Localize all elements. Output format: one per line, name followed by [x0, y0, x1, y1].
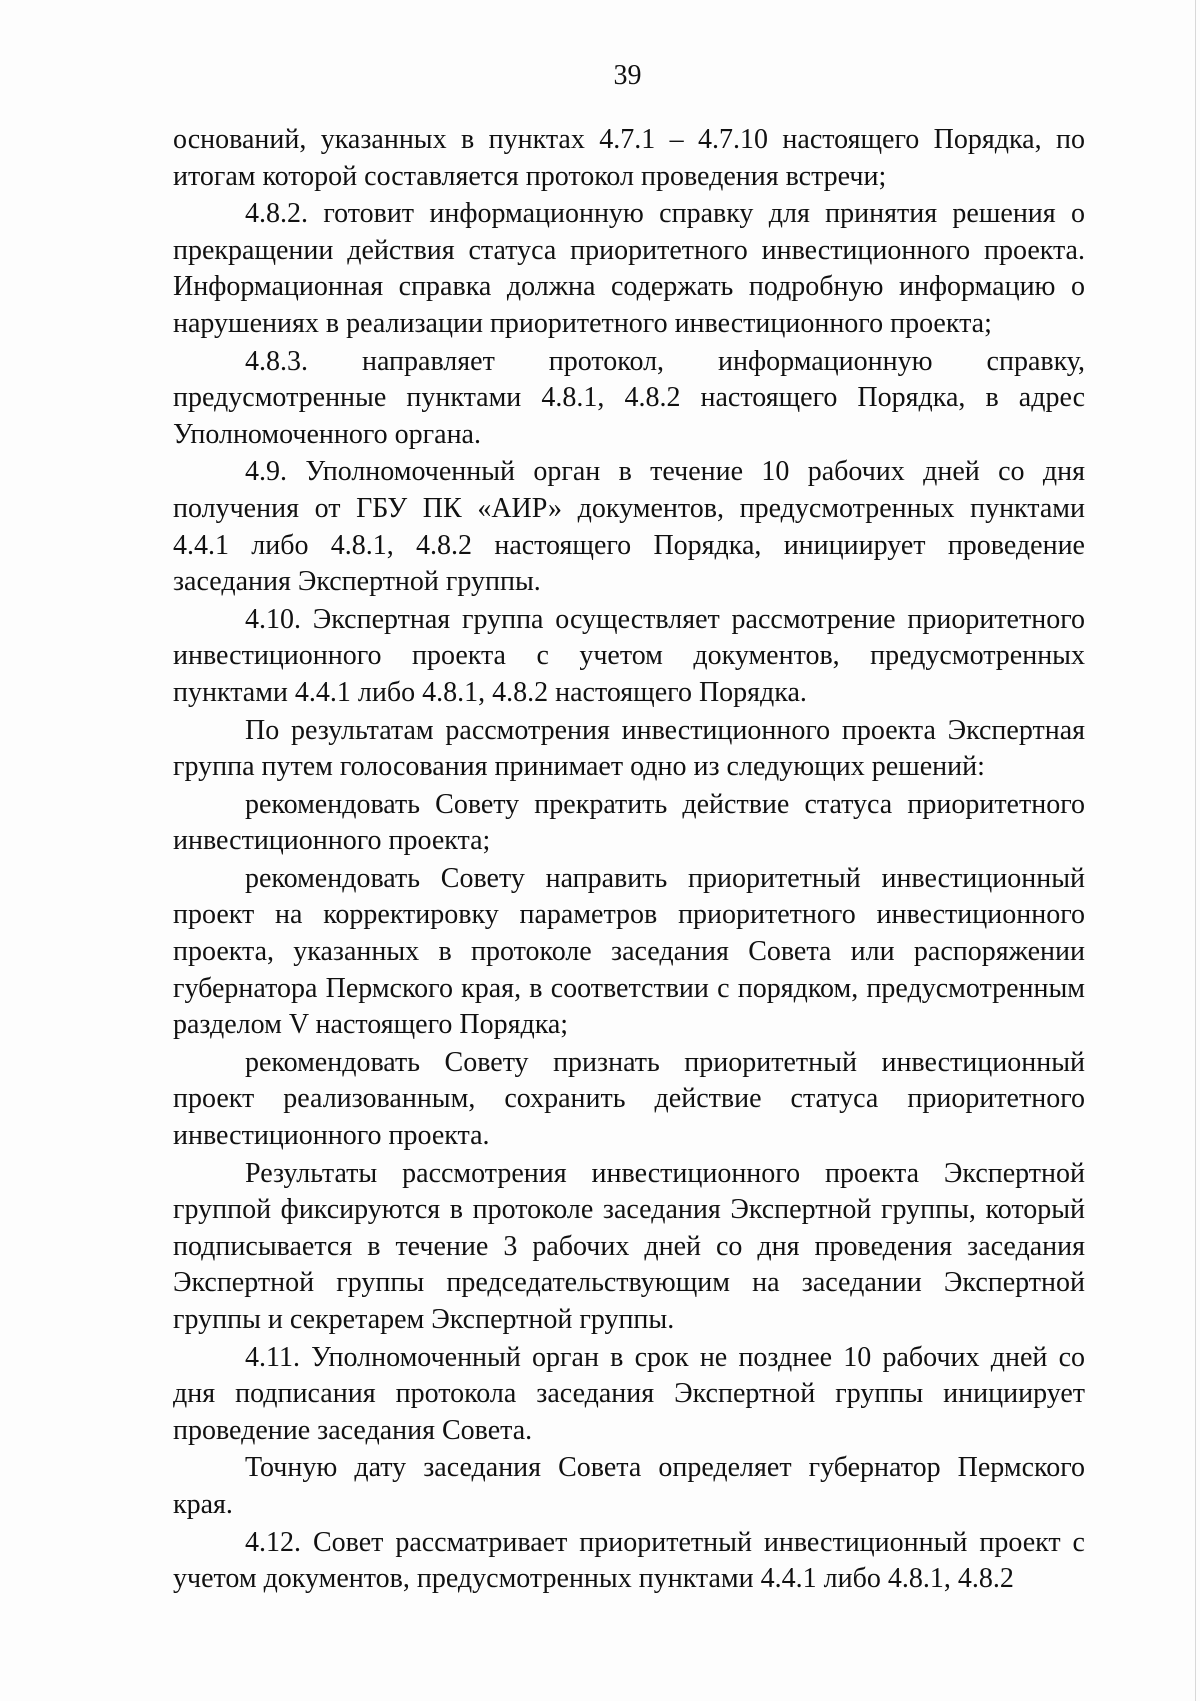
paragraph-4-12: 4.12. Совет рассматривает приоритетный инвестиционный проект с учетом документов, предусмотренных пунктами 4.4.1 либо 4.8.1, 4.8.2: [173, 1526, 1085, 1595]
paragraph-4-11: 4.11. Уполномоченный орган в срок не позднее 10 рабочих дней со дня подписания протокола заседания Экспертной группы инициирует проведение заседания Совета.: [173, 1341, 1085, 1446]
paragraph-4-8-2: 4.8.2. готовит информационную справку для принятия решения о прекращении действия статуса приоритетного инвестиционного проекта. Информационная справка должна содержать подробную информацию о нарушениях в реализации приоритетного инвестиционного проекта;: [173, 198, 1085, 339]
paragraph-option-terminate: рекомендовать Совету прекратить действие статуса приоритетного инвестиционного проекта;: [173, 788, 1085, 857]
paragraph-results-protocol: Результаты рассмотрения инвестиционного проекта Экспертной группой фиксируются в протоколе заседания Экспертной группы, который подписывается в течение 3 рабочих дней со дня проведения заседания Экспертной группы председательствующим на заседании Экспертной группы и секретарем Экспертной группы.: [173, 1157, 1085, 1335]
paragraph-4-8-3: 4.8.3. направляет протокол, информационную справку, предусмотренные пунктами 4.8.1, 4.8.2 настоящего Порядка, в адрес Уполномоченного органа.: [173, 345, 1085, 450]
paragraph-option-completed: рекомендовать Совету признать приоритетный инвестиционный проект реализованным, сохранить действие статуса приоритетного инвестиционного проекта.: [173, 1046, 1085, 1152]
page-number: 39: [613, 60, 642, 91]
paragraph-4-9: 4.9. Уполномоченный орган в течение 10 рабочих дней со дня получения от ГБУ ПК «АИР» документов, предусмотренных пунктами 4.4.1 либо 4.8.1, 4.8.2 настоящего Порядка, инициирует проведение заседания Экспертной группы.: [173, 456, 1085, 598]
paragraph-continuation: оснований, указанных в пунктах 4.7.1 – 4.7.10 настоящего Порядка, по итогам которой составляется протокол проведения встречи;: [173, 124, 1085, 192]
paragraph-4-10: 4.10. Экспертная группа осуществляет рассмотрение приоритетного инвестиционного проекта с учетом документов, предусмотренных пунктами 4.4.1 либо 4.8.1, 4.8.2 настоящего Порядка.: [173, 603, 1085, 708]
document-body: [173, 122, 1085, 1599]
page-edge-line: [1195, 0, 1196, 1701]
paragraph-review-results: По результатам рассмотрения инвестиционного проекта Экспертная группа путем голосования принимает одно из следующих решений:: [173, 714, 1085, 783]
paragraph-meeting-date: Точную дату заседания Совета определяет губернатор Пермского края.: [173, 1452, 1085, 1520]
paragraph-option-adjust: рекомендовать Совету направить приоритетный инвестиционный проект на корректировку параметров приоритетного инвестиционного проекта, указанных в протоколе заседания Совета или распоряжении губернатора Пермского края, в соответствии с порядком, предусмотренным разделом V настоящего Порядка;: [173, 862, 1085, 1041]
